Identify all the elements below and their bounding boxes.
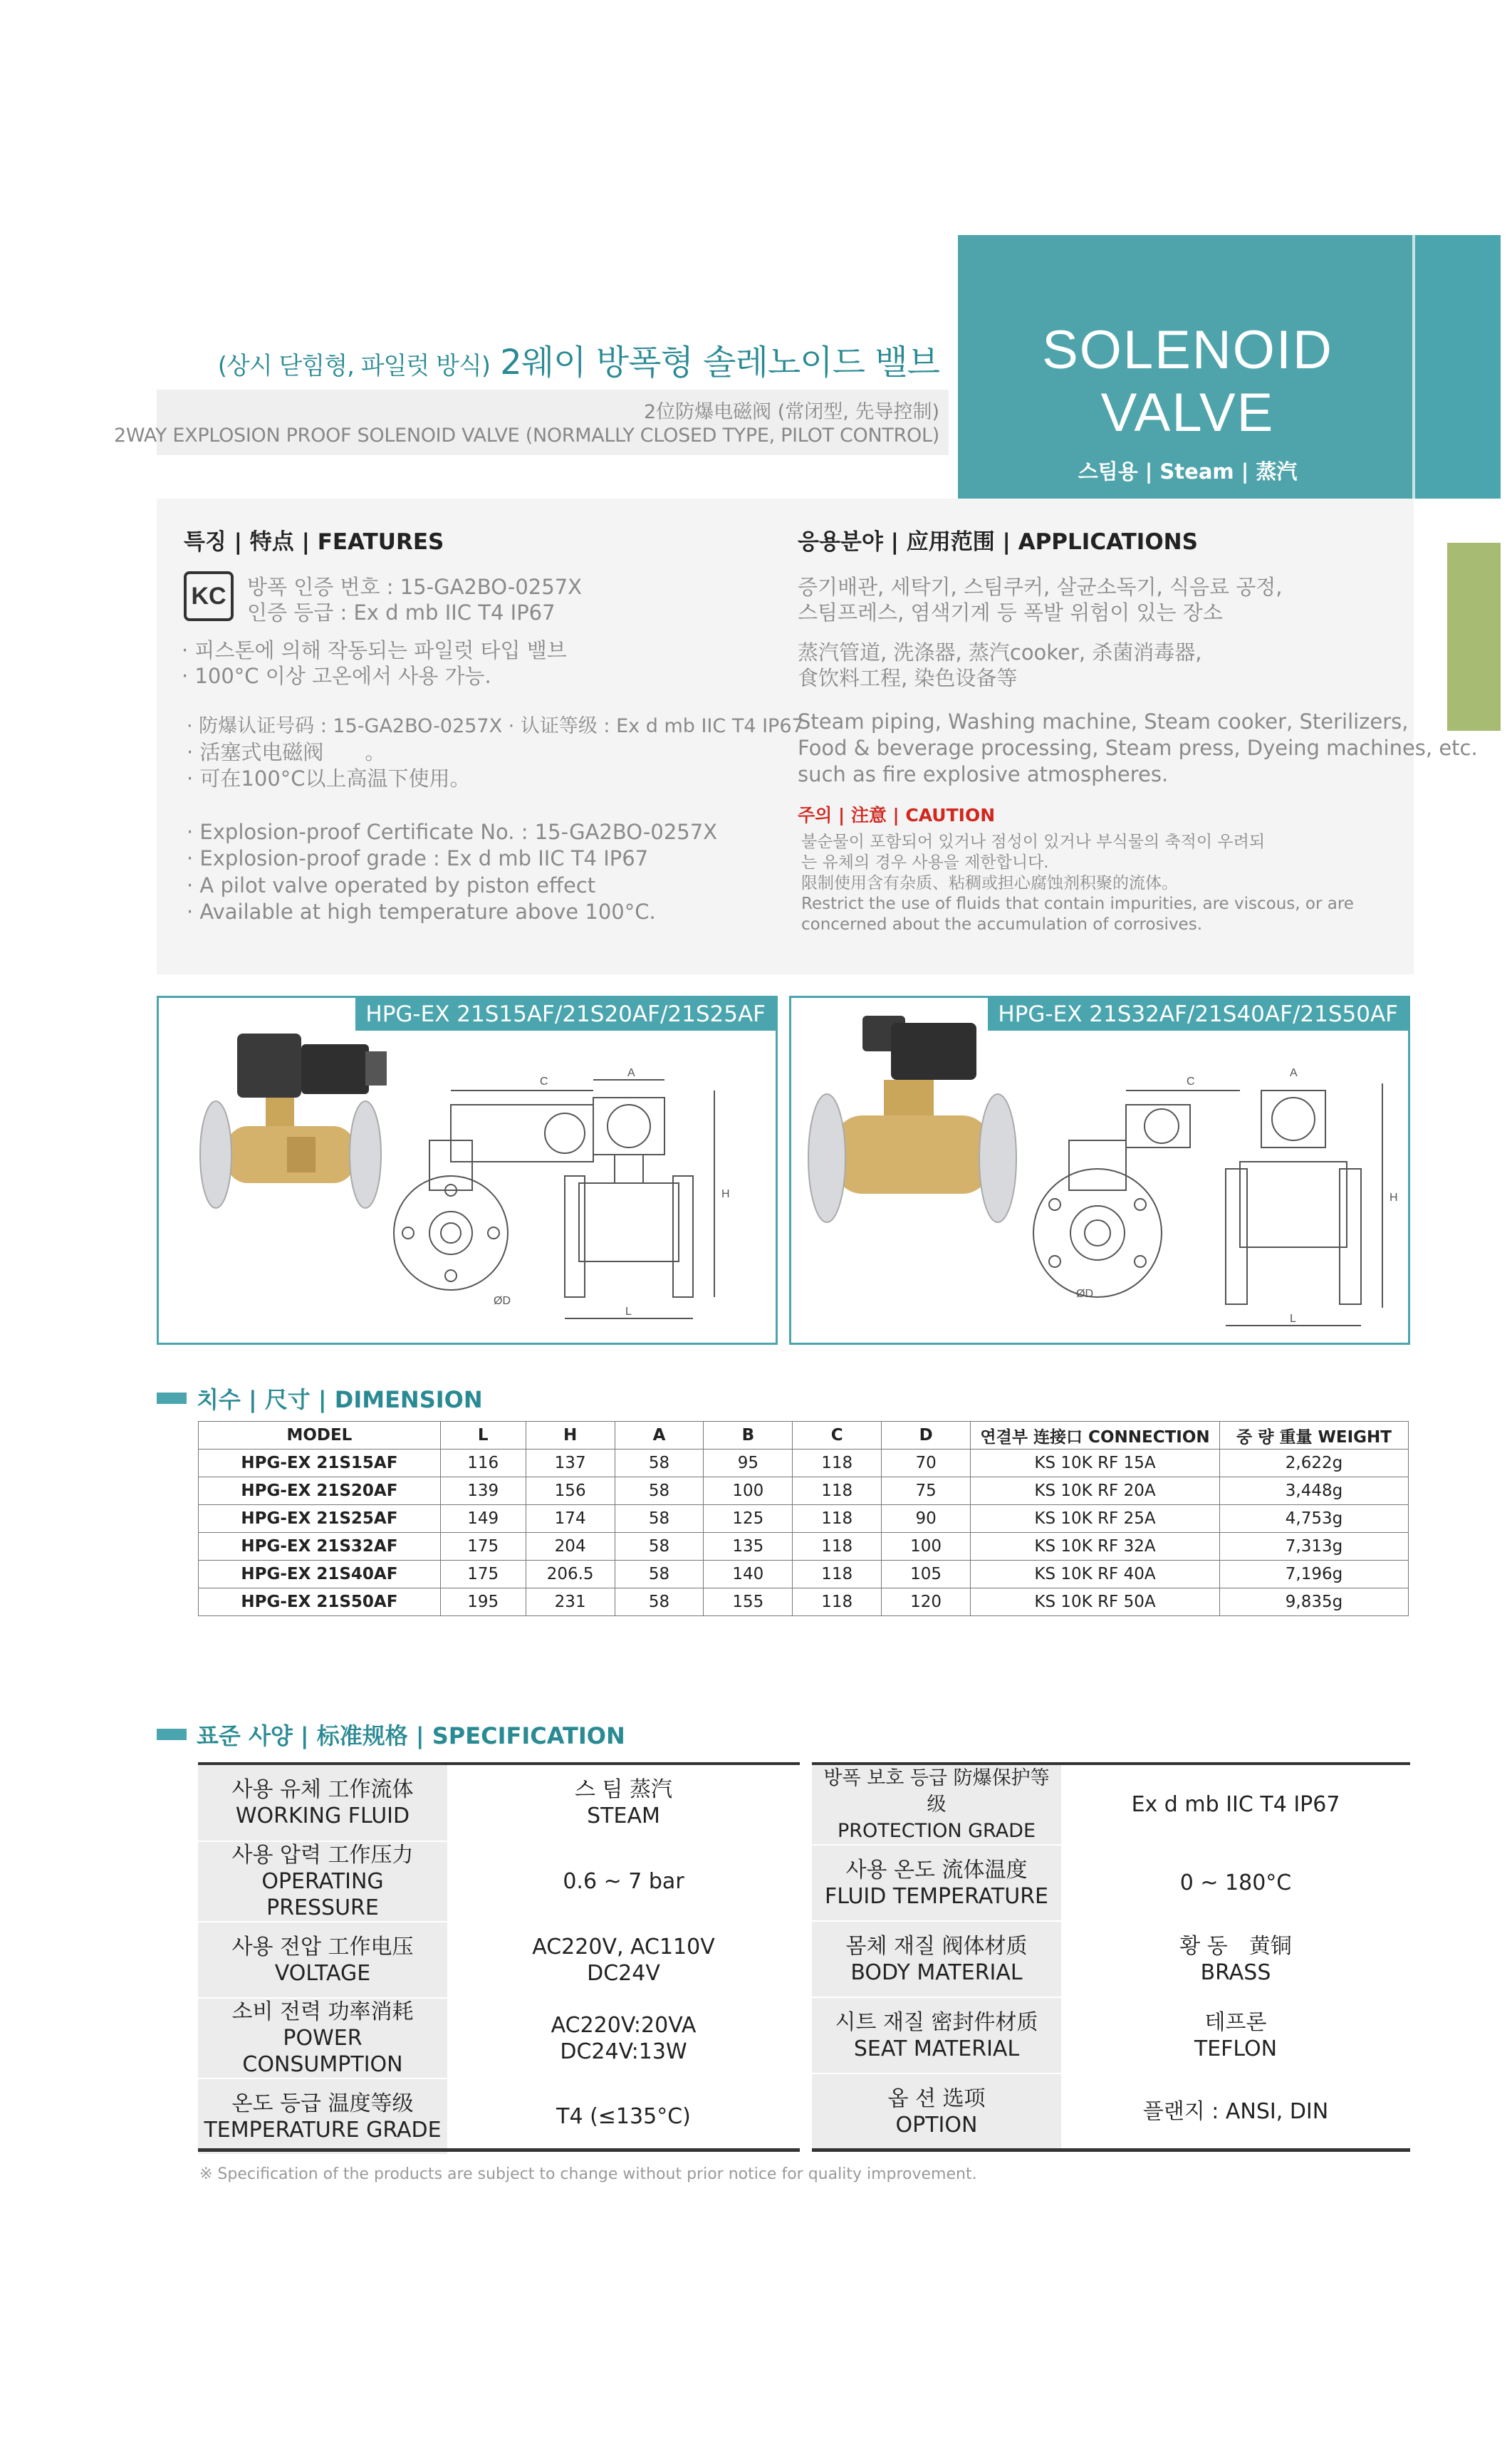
spec-label-en: OPERATING PRESSURE (261, 1869, 384, 1920)
table-cell: 149 (440, 1505, 526, 1533)
spec-table-bottom-rule (198, 2148, 800, 2152)
application-en-line: Steam piping, Washing machine, Steam cooker, Sterilizers, (798, 709, 1409, 734)
spec-label (812, 1845, 1061, 1921)
spec-label-en: FLUID TEMPERATURE (824, 1883, 1049, 1909)
column-header: A (615, 1422, 704, 1450)
table-cell: 2,622g (1220, 1450, 1409, 1477)
model-cell: HPG-EX 21S15AF (199, 1450, 441, 1477)
feature-cn-line: · 可在100°C以上高温下使用。 (187, 766, 471, 791)
feature-en-line: · Explosion-proof Certificate No. : 15-GA2BO-0257X (187, 820, 718, 844)
feature-kr-line: · 100°C 이상 고온에서 사용 가능. (182, 664, 491, 688)
table-cell: 156 (526, 1477, 615, 1505)
spec-value-line: 플랜지 : ANSI, DIN (1142, 2099, 1329, 2124)
model-cell: HPG-EX 21S40AF (199, 1561, 441, 1588)
spec-table-left (198, 1765, 800, 2155)
dim-label-d: ØD (494, 1295, 511, 1307)
category-title-line1: SOLENOID (1042, 320, 1333, 380)
applications-heading: 응용분야 | 应用范围 | APPLICATIONS (798, 529, 1198, 555)
spec-value-line: DC24V:13W (560, 2039, 687, 2064)
heading-marker (157, 1729, 187, 1740)
dim-label-l: L (1290, 1313, 1296, 1325)
spec-label-local: 몸체 재질 阀体材质 (845, 1933, 1028, 1959)
application-cn-line: 蒸汽管道, 洗涤器, 蒸汽cooker, 杀菌消毒器, (798, 640, 1202, 665)
table-cell: 120 (882, 1588, 971, 1616)
spec-value (1061, 1997, 1410, 2073)
feature-cn-line: · 活塞式电磁阀 。 (187, 740, 386, 764)
feature-en-line: · Explosion-proof grade : Ex d mb IIC T4 IP67 (187, 846, 649, 870)
feature-en-line: · A pilot valve operated by piston effect (187, 873, 596, 897)
table-cell: 7,196g (1220, 1561, 1409, 1588)
table-cell: 175 (440, 1533, 526, 1561)
table-cell: 7,313g (1220, 1533, 1409, 1561)
spec-value-line: Ex d mb IIC T4 IP67 (1131, 1792, 1340, 1817)
technical-drawing (394, 1080, 714, 1318)
table-row (199, 1477, 1409, 1505)
kc-certification-icon (184, 571, 234, 621)
caution-kr-line: 는 유체의 경우 사용을 제한합니다. (801, 853, 1049, 872)
spec-label-en: POWER CONSUMPTION (242, 2026, 403, 2077)
feature-en-line: · Available at high temperature above 100°C. (187, 900, 656, 924)
spec-value-line: STEAM (587, 1804, 660, 1828)
table-cell: 118 (793, 1533, 882, 1561)
spec-row (812, 1921, 1410, 1997)
valve-photo (808, 1016, 1016, 1222)
dimension-heading-text: 치수 | 尺寸 | DIMENSION (197, 1386, 483, 1413)
table-cell: KS 10K RF 25A (971, 1505, 1220, 1533)
spec-label-local: 옵 션 选项 (887, 2086, 986, 2111)
table-cell: 118 (793, 1505, 882, 1533)
spec-label (812, 1921, 1061, 1997)
table-row (199, 1505, 1409, 1533)
spec-row (812, 1845, 1410, 1921)
category-title-line2: VALVE (1100, 382, 1275, 443)
spec-value (447, 2078, 800, 2155)
caution-heading: 주의 | 注意 | CAUTION (798, 805, 996, 826)
product-model-label: HPG-EX 21S15AF/21S20AF/21S25AF (355, 998, 776, 1031)
spec-label (198, 1922, 447, 1998)
application-cn-line: 食饮料工程, 染色设备等 (798, 666, 1018, 690)
spec-value (1061, 2073, 1410, 2150)
table-cell: KS 10K RF 50A (971, 1588, 1220, 1616)
spec-label-local: 사용 유체 工作流体 (231, 1777, 414, 1802)
spec-label-local: 사용 압력 工作压力 (231, 1843, 414, 1868)
heading-marker (157, 1393, 187, 1404)
features-heading: 특징 | 特点 | FEATURES (184, 529, 444, 555)
model-cell: HPG-EX 21S25AF (199, 1505, 441, 1533)
page-title-prefix: (상시 닫힘형, 파일럿 방식) (217, 352, 490, 380)
spec-table-right (812, 1765, 1410, 2150)
column-header: H (526, 1422, 615, 1450)
spec-value-line: AC220V:20VA (551, 2012, 697, 2038)
spec-value (1061, 1845, 1410, 1921)
spec-label-en: VOLTAGE (274, 1960, 371, 1986)
table-cell: 58 (615, 1561, 704, 1588)
dim-label-d: ØD (1076, 1288, 1093, 1300)
table-cell: 231 (526, 1588, 615, 1616)
spec-label (198, 1765, 447, 1841)
table-cell: 95 (704, 1450, 793, 1477)
model-cell: HPG-EX 21S50AF (199, 1588, 441, 1616)
spec-label (812, 1997, 1061, 2073)
application-en-line: such as fire explosive atmospheres. (798, 762, 1169, 786)
spec-value-line: TEFLON (1194, 2036, 1278, 2061)
spec-label-local: 온도 등급 温度等级 (231, 2091, 414, 2116)
table-cell: 137 (526, 1450, 615, 1477)
caution-cn-line: 限制使用含有杂质、粘稠或担心腐蚀剂积聚的流体。 (801, 874, 1178, 892)
spec-label-local: 사용 온도 流体温度 (845, 1857, 1028, 1883)
caution-kr-line: 불순물이 포함되어 있거나 점성이 있거나 부식물의 축적이 우려되 (801, 833, 1266, 851)
table-cell: 125 (704, 1505, 793, 1533)
spec-label (198, 2078, 447, 2155)
spec-label-en: PROTECTION GRADE (837, 1820, 1036, 1842)
spec-label (198, 1998, 447, 2078)
spec-label (812, 1765, 1061, 1845)
table-row (199, 1588, 1409, 1616)
table-cell: 70 (882, 1450, 971, 1477)
dim-label-c: C (540, 1076, 548, 1088)
table-cell: 100 (704, 1477, 793, 1505)
spec-label-en: TEMPERATURE GRADE (204, 2117, 442, 2143)
product-panel-small (157, 996, 778, 1345)
dim-label-c: C (1187, 1076, 1195, 1088)
spec-value-line: T4 (≤135°C) (556, 2104, 691, 2129)
spec-row (198, 1765, 800, 1841)
spec-label-en: WORKING FLUID (235, 1804, 410, 1828)
table-cell: 105 (882, 1561, 971, 1588)
table-row (199, 1450, 1409, 1477)
table-cell: 118 (793, 1588, 882, 1616)
spec-label-en: OPTION (895, 2112, 978, 2138)
kr-cert-grade: 인증 등급 : Ex d mb IIC T4 IP67 (247, 600, 556, 625)
model-cell: HPG-EX 21S32AF (199, 1533, 441, 1561)
page-title-main: 2웨이 방폭형 솔레노이드 밸브 (500, 343, 939, 382)
spec-value-line: AC220V, AC110V (532, 1934, 715, 1960)
dimension-table (198, 1421, 1409, 1616)
table-cell: 155 (704, 1588, 793, 1616)
application-kr-line: 스팀프레스, 염색기계 등 폭발 위험이 있는 장소 (798, 600, 1223, 625)
caution-text (801, 832, 1354, 935)
caution-en-line: Restrict the use of fluids that contain impurities, are viscous, or are (801, 895, 1354, 913)
spec-label-local: 시트 재질 密封件材质 (835, 2009, 1038, 2035)
dim-label-h: H (721, 1188, 730, 1200)
category-title (958, 319, 1417, 444)
spec-label-en: BODY MATERIAL (850, 1960, 1023, 1985)
category-banner-stripe (1414, 235, 1501, 499)
table-cell: 135 (704, 1533, 793, 1561)
subtitle-chinese: 2位防爆电磁阀 (常闭型, 先导控制) (644, 401, 939, 423)
table-cell: 58 (615, 1450, 704, 1477)
table-cell: 58 (615, 1533, 704, 1561)
table-cell: 175 (440, 1561, 526, 1588)
spec-label-en: SEAT MATERIAL (853, 2036, 1020, 2061)
spec-value (447, 1841, 800, 1922)
column-header: C (793, 1422, 882, 1450)
column-header: MODEL (199, 1422, 441, 1450)
spec-value-line: 스 팀 蒸汽 (574, 1777, 673, 1802)
column-header: 중 량 重量 WEIGHT (1220, 1422, 1409, 1450)
table-cell: 206.5 (526, 1561, 615, 1588)
application-kr-line: 증기배관, 세탁기, 스팀쿠커, 살균소독기, 식음료 공정, (798, 575, 1283, 599)
table-cell: 174 (526, 1505, 615, 1533)
specification-heading-text: 표준 사양 | 标准规格 | SPECIFICATION (197, 1722, 625, 1749)
table-cell: 100 (882, 1533, 971, 1561)
table-cell: 118 (793, 1450, 882, 1477)
spec-label-local: 소비 전력 功率消耗 (231, 1999, 414, 2024)
dim-label-a: A (1290, 1067, 1298, 1079)
table-cell: KS 10K RF 32A (971, 1533, 1220, 1561)
spec-row (812, 1765, 1410, 1845)
table-cell: 139 (440, 1477, 526, 1505)
table-cell: 195 (440, 1588, 526, 1616)
feature-cn-line: · 防爆认证号码 : 15-GA2BO-0257X · 认证等级 : Ex d mb IIC T4 IP67 (187, 715, 804, 737)
table-row (199, 1561, 1409, 1588)
spec-table-bottom-rule (812, 2148, 1410, 2152)
spec-label-local: 방폭 보호 등급 防爆保护等级 (823, 1767, 1050, 1816)
table-cell: 140 (704, 1561, 793, 1588)
feature-kr-line: · 피스톤에 의해 작동되는 파일럿 타입 밸브 (182, 638, 567, 662)
table-cell: 58 (615, 1588, 704, 1616)
kr-cert-number: 방폭 인증 번호 : 15-GA2BO-0257X (247, 575, 583, 599)
product-illustration-small (159, 998, 776, 1343)
dim-label-a: A (627, 1067, 635, 1079)
spec-row (198, 1922, 800, 1998)
spec-value-line: 황 동 黄铜 (1179, 1933, 1292, 1959)
spec-value (447, 1998, 800, 2078)
product-model-label: HPG-EX 21S32AF/21S40AF/21S50AF (988, 998, 1408, 1031)
category-subtitle: 스팀용 | Steam | 蒸汽 (1078, 459, 1298, 484)
spec-value (447, 1765, 800, 1841)
table-header-row (199, 1422, 1409, 1450)
dimension-heading (157, 1382, 483, 1415)
table-cell: 3,448g (1220, 1477, 1409, 1505)
spec-value-line: DC24V (587, 1960, 660, 1986)
spec-value-line: 0 ~ 180°C (1179, 1870, 1292, 1895)
column-header: D (882, 1422, 971, 1450)
spec-value-line: 테프론 (1204, 2009, 1267, 2035)
spec-value (447, 1922, 800, 1998)
table-cell: 204 (526, 1533, 615, 1561)
column-header: L (440, 1422, 526, 1450)
column-header: 연결부 连接口 CONNECTION (971, 1422, 1220, 1450)
specification-heading (157, 1718, 625, 1751)
dim-label-h: H (1390, 1192, 1398, 1204)
product-panel-large (789, 996, 1410, 1345)
table-cell: 9,835g (1220, 1588, 1409, 1616)
spec-label (812, 2073, 1061, 2150)
table-cell: 75 (882, 1477, 971, 1505)
spec-row (812, 1997, 1410, 2073)
table-cell: 58 (615, 1477, 704, 1505)
model-cell: HPG-EX 21S20AF (199, 1477, 441, 1505)
spec-footnote: ※ Specification of the products are subject to change without prior notice for quality improvement. (199, 2165, 977, 2183)
subtitle-english: 2WAY EXPLOSION PROOF SOLENOID VALVE (NORMALLY CLOSED TYPE, PILOT CONTROL) (114, 425, 939, 447)
page-title (218, 335, 939, 384)
dim-label-l: L (625, 1306, 632, 1318)
valve-photo (200, 1034, 387, 1208)
spec-row (198, 1998, 800, 2078)
kc-mark-text: KC (191, 582, 226, 610)
table-cell: KS 10K RF 15A (971, 1450, 1220, 1477)
table-cell: 90 (882, 1505, 971, 1533)
product-illustration-large (791, 998, 1408, 1343)
table-cell: KS 10K RF 40A (971, 1561, 1220, 1588)
table-cell: 58 (615, 1505, 704, 1533)
side-index-tab (1447, 543, 1501, 731)
column-header: B (704, 1422, 793, 1450)
table-cell: 116 (440, 1450, 526, 1477)
application-en-line: Food & beverage processing, Steam press, Dyeing machines, etc. (798, 736, 1478, 760)
table-cell: 118 (793, 1477, 882, 1505)
spec-row (812, 2073, 1410, 2150)
spec-value-line: 0.6 ~ 7 bar (563, 1869, 684, 1894)
spec-label-local: 사용 전압 工作电压 (231, 1934, 414, 1960)
spec-label (198, 1841, 447, 1922)
table-row (199, 1533, 1409, 1561)
table-cell: 4,753g (1220, 1505, 1409, 1533)
table-cell: 118 (793, 1561, 882, 1588)
spec-value-line: BRASS (1200, 1960, 1271, 1985)
caution-en-line: concerned about the accumulation of corrosives. (801, 915, 1203, 934)
spec-value (1061, 1921, 1410, 1997)
spec-value (1061, 1765, 1410, 1845)
spec-row (198, 1841, 800, 1922)
spec-row (198, 2078, 800, 2155)
table-cell: KS 10K RF 20A (971, 1477, 1220, 1505)
